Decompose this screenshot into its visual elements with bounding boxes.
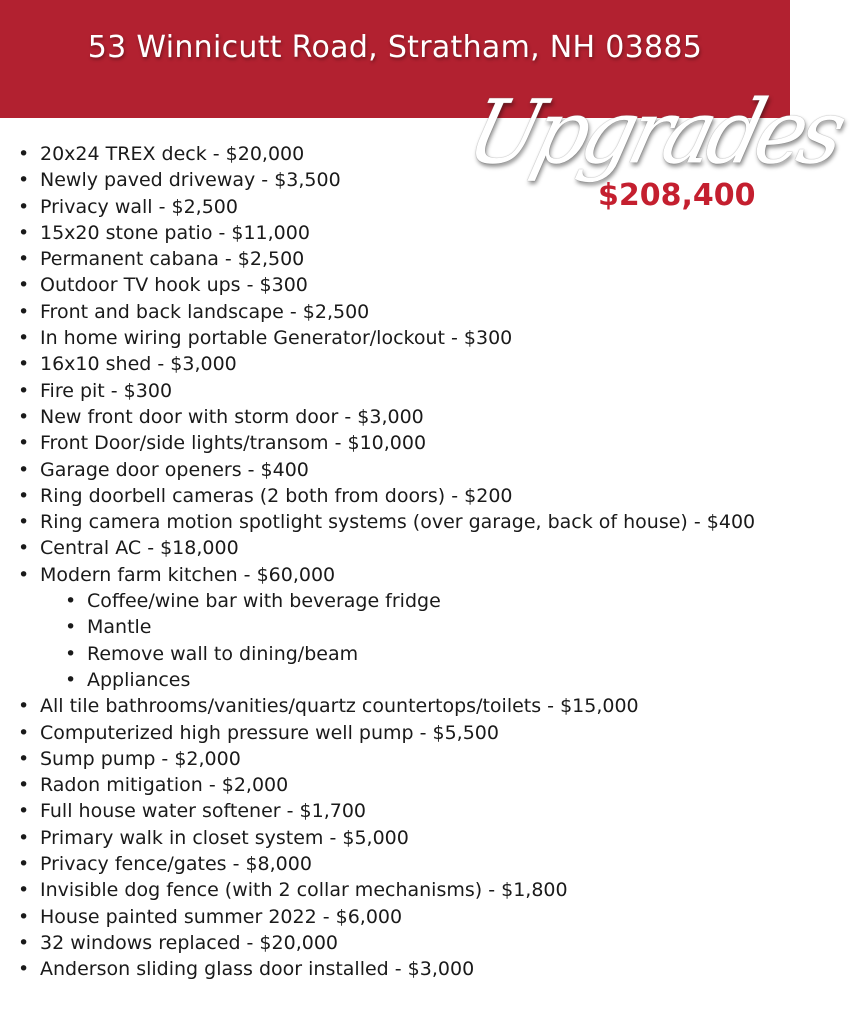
- sub-list-item: • Remove wall to dining/beam: [18, 641, 755, 667]
- list-item: • 16x10 shed - $3,000: [18, 351, 755, 377]
- list-item: • House painted summer 2022 - $6,000: [18, 904, 755, 930]
- list-item: • Full house water softener - $1,700: [18, 798, 755, 824]
- list-item: • Ring doorbell cameras (2 both from doors) - $200: [18, 483, 755, 509]
- list-item: • Front Door/side lights/transom - $10,000: [18, 430, 755, 456]
- list-item: • Outdoor TV hook ups - $300: [18, 272, 755, 298]
- list-item: • 15x20 stone patio - $11,000: [18, 220, 755, 246]
- list-item: • 20x24 TREX deck - $20,000: [18, 141, 755, 167]
- list-item: • Front and back landscape - $2,500: [18, 299, 755, 325]
- list-item: • Ring camera motion spotlight systems (over garage, back of house) - $400: [18, 509, 755, 535]
- list-item: • In home wiring portable Generator/lockout - $300: [18, 325, 755, 351]
- list-item: • Computerized high pressure well pump - $5,500: [18, 720, 755, 746]
- sub-list-item: • Mantle: [18, 614, 755, 640]
- list-item: • Privacy wall - $2,500: [18, 194, 755, 220]
- list-item: • Modern farm kitchen - $60,000: [18, 562, 755, 588]
- list-item: • 32 windows replaced - $20,000: [18, 930, 755, 956]
- property-address: 53 Winnicutt Road, Stratham, NH 03885: [87, 30, 703, 65]
- list-item: • Fire pit - $300: [18, 378, 755, 404]
- list-item: • Radon mitigation - $2,000: [18, 772, 755, 798]
- list-item: • Central AC - $18,000: [18, 535, 755, 561]
- upgrades-total: $208,400: [598, 178, 756, 213]
- list-item: • Newly paved driveway - $3,500: [18, 167, 755, 193]
- list-item: • Sump pump - $2,000: [18, 746, 755, 772]
- list-item: • Invisible dog fence (with 2 collar mechanisms) - $1,800: [18, 877, 755, 903]
- list-item: • Privacy fence/gates - $8,000: [18, 851, 755, 877]
- list-item: • All tile bathrooms/vanities/quartz countertops/toilets - $15,000: [18, 693, 755, 719]
- upgrades-script-title: Upgrades: [458, 80, 851, 184]
- list-item: • New front door with storm door - $3,000: [18, 404, 755, 430]
- list-item: • Anderson sliding glass door installed - $3,000: [18, 956, 755, 982]
- list-item: • Garage door openers - $400: [18, 457, 755, 483]
- list-item: • Permanent cabana - $2,500: [18, 246, 755, 272]
- upgrades-list: [18, 141, 755, 983]
- sub-list-item: • Appliances: [18, 667, 755, 693]
- sub-list-item: • Coffee/wine bar with beverage fridge: [18, 588, 755, 614]
- list-item: • Primary walk in closet system - $5,000: [18, 825, 755, 851]
